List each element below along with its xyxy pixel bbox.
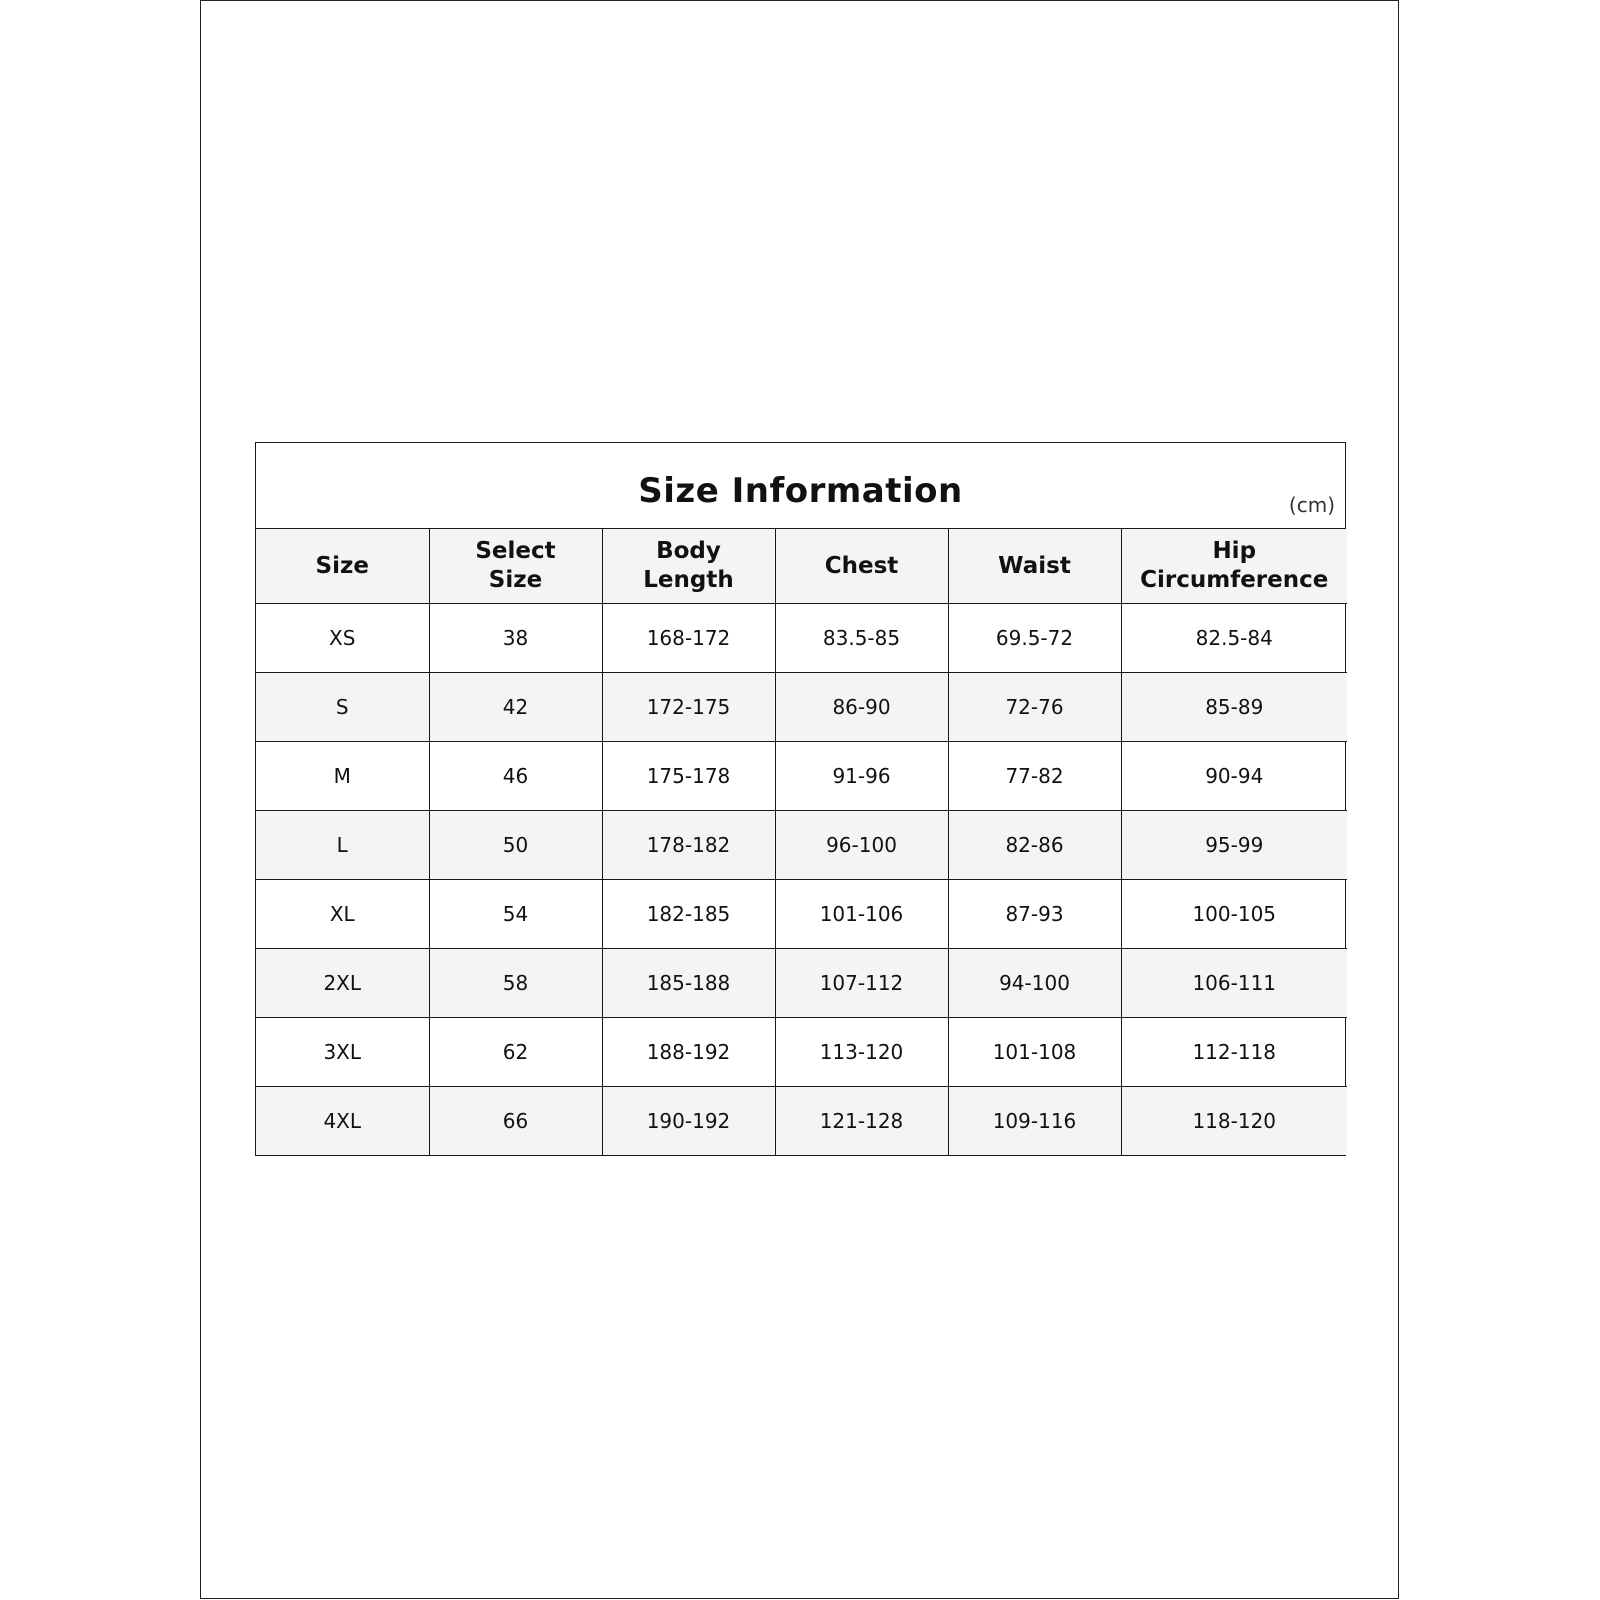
cell-chest: 96-100 bbox=[775, 811, 948, 880]
header-select-size bbox=[429, 529, 602, 604]
cell-size: L bbox=[256, 811, 429, 880]
header-chest bbox=[775, 529, 948, 604]
header-size bbox=[256, 529, 429, 604]
header-select-size-line1: Select bbox=[475, 538, 556, 564]
header-size-label: Size bbox=[315, 552, 369, 579]
table-row bbox=[256, 949, 1347, 1018]
cell-size: XL bbox=[256, 880, 429, 949]
title-bar bbox=[256, 443, 1345, 529]
header-body-length-line2: Length bbox=[643, 567, 734, 593]
table-row bbox=[256, 673, 1347, 742]
table-row bbox=[256, 811, 1347, 880]
table-row bbox=[256, 742, 1347, 811]
cell-size: XS bbox=[256, 604, 429, 673]
cell-size: 4XL bbox=[256, 1087, 429, 1156]
cell-size: 2XL bbox=[256, 949, 429, 1018]
table-row bbox=[256, 1018, 1347, 1087]
cell-select-size: 50 bbox=[429, 811, 602, 880]
header-hip-circumference bbox=[1121, 529, 1347, 604]
size-table bbox=[256, 529, 1347, 1155]
cell-body-length: 182-185 bbox=[602, 880, 775, 949]
header-waist-label: Waist bbox=[998, 552, 1071, 579]
cell-waist: 72-76 bbox=[948, 673, 1121, 742]
cell-chest: 86-90 bbox=[775, 673, 948, 742]
cell-waist: 69.5-72 bbox=[948, 604, 1121, 673]
cell-select-size: 58 bbox=[429, 949, 602, 1018]
cell-hip: 100-105 bbox=[1121, 880, 1347, 949]
cell-chest: 101-106 bbox=[775, 880, 948, 949]
cell-hip: 118-120 bbox=[1121, 1087, 1347, 1156]
cell-waist: 109-116 bbox=[948, 1087, 1121, 1156]
cell-hip: 106-111 bbox=[1121, 949, 1347, 1018]
cell-body-length: 175-178 bbox=[602, 742, 775, 811]
header-chest-label: Chest bbox=[824, 552, 899, 579]
header-hip-line2: Circumference bbox=[1140, 567, 1329, 593]
table-row bbox=[256, 604, 1347, 673]
cell-select-size: 38 bbox=[429, 604, 602, 673]
header-waist bbox=[948, 529, 1121, 604]
cell-chest: 91-96 bbox=[775, 742, 948, 811]
cell-hip: 82.5-84 bbox=[1121, 604, 1347, 673]
cell-body-length: 168-172 bbox=[602, 604, 775, 673]
cell-select-size: 42 bbox=[429, 673, 602, 742]
cell-chest: 107-112 bbox=[775, 949, 948, 1018]
cell-body-length: 178-182 bbox=[602, 811, 775, 880]
cell-select-size: 46 bbox=[429, 742, 602, 811]
cell-select-size: 54 bbox=[429, 880, 602, 949]
cell-size: 3XL bbox=[256, 1018, 429, 1087]
cell-body-length: 188-192 bbox=[602, 1018, 775, 1087]
table-row bbox=[256, 880, 1347, 949]
cell-waist: 87-93 bbox=[948, 880, 1121, 949]
cell-size: M bbox=[256, 742, 429, 811]
table-row bbox=[256, 1087, 1347, 1156]
cell-waist: 77-82 bbox=[948, 742, 1121, 811]
header-select-size-line2: Size bbox=[488, 567, 543, 593]
cell-size: S bbox=[256, 673, 429, 742]
cell-chest: 83.5-85 bbox=[775, 604, 948, 673]
cell-hip: 90-94 bbox=[1121, 742, 1347, 811]
cell-waist: 82-86 bbox=[948, 811, 1121, 880]
cell-chest: 121-128 bbox=[775, 1087, 948, 1156]
cell-body-length: 185-188 bbox=[602, 949, 775, 1018]
header-hip-line1: Hip bbox=[1212, 538, 1257, 564]
cell-hip: 112-118 bbox=[1121, 1018, 1347, 1087]
cell-chest: 113-120 bbox=[775, 1018, 948, 1087]
cell-body-length: 190-192 bbox=[602, 1087, 775, 1156]
cell-waist: 101-108 bbox=[948, 1018, 1121, 1087]
cell-body-length: 172-175 bbox=[602, 673, 775, 742]
header-body-length bbox=[602, 529, 775, 604]
cell-select-size: 62 bbox=[429, 1018, 602, 1087]
header-body-length-line1: Body bbox=[656, 538, 721, 564]
header-row bbox=[256, 529, 1347, 604]
size-chart bbox=[255, 442, 1346, 1156]
cell-hip: 85-89 bbox=[1121, 673, 1347, 742]
cell-waist: 94-100 bbox=[948, 949, 1121, 1018]
chart-title: Size Information bbox=[638, 471, 963, 511]
cell-hip: 95-99 bbox=[1121, 811, 1347, 880]
unit-label: (cm) bbox=[1288, 493, 1335, 517]
cell-select-size: 66 bbox=[429, 1087, 602, 1156]
